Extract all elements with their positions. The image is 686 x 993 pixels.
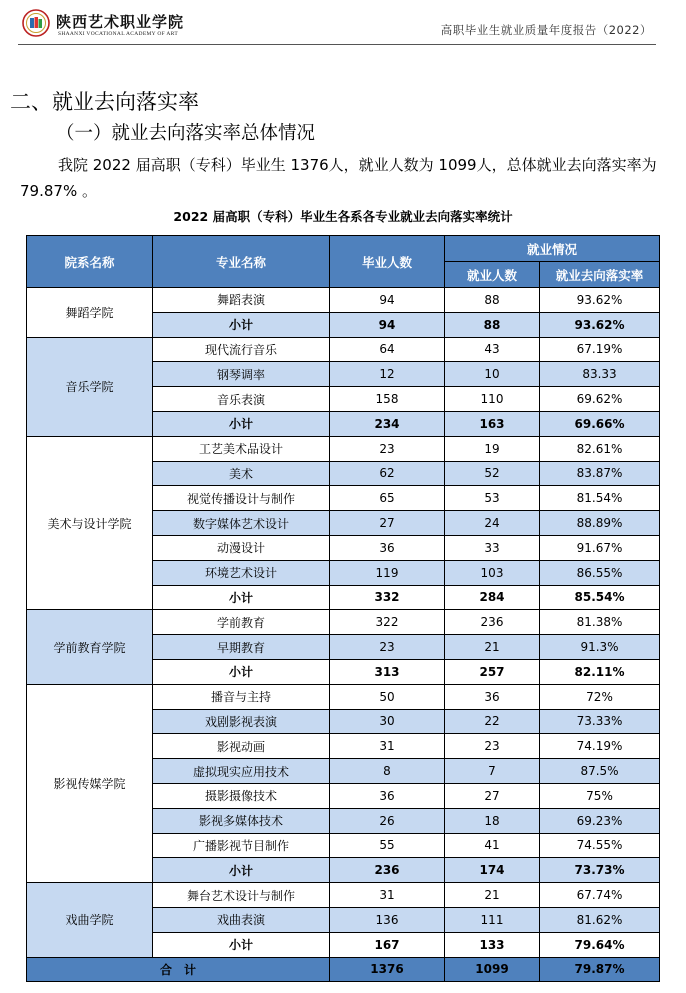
subtotal-rate: 93.62% xyxy=(540,312,660,337)
header-rate: 就业去向落实率 xyxy=(540,262,660,288)
major-name: 音乐表演 xyxy=(153,387,330,412)
subtotal-label: 小计 xyxy=(153,858,330,883)
grads-count: 8 xyxy=(330,759,445,784)
employment-table xyxy=(26,235,660,982)
subtotal-label: 小计 xyxy=(153,411,330,436)
employment-rate: 72% xyxy=(540,684,660,709)
employment-rate: 82.61% xyxy=(540,436,660,461)
major-name: 戏剧影视表演 xyxy=(153,709,330,734)
header-major: 专业名称 xyxy=(153,236,330,288)
employment-rate: 93.62% xyxy=(540,288,660,313)
employed-count: 41 xyxy=(445,833,540,858)
employed-count: 103 xyxy=(445,560,540,585)
major-name: 舞台艺术设计与制作 xyxy=(153,883,330,908)
subtotal-rate: 73.73% xyxy=(540,858,660,883)
employed-count: 10 xyxy=(445,362,540,387)
employed-count: 110 xyxy=(445,387,540,412)
employment-rate: 83.33 xyxy=(540,362,660,387)
total-rate: 79.87% xyxy=(540,957,660,982)
grads-count: 62 xyxy=(330,461,445,486)
grads-count: 158 xyxy=(330,387,445,412)
major-name: 广播影视节目制作 xyxy=(153,833,330,858)
employment-rate: 75% xyxy=(540,783,660,808)
grads-count: 12 xyxy=(330,362,445,387)
table-caption: 2022 届高职（专科）毕业生各系各专业就业去向落实率统计 xyxy=(173,209,513,224)
grads-count: 36 xyxy=(330,535,445,560)
table-row xyxy=(27,883,660,908)
employment-rate: 69.23% xyxy=(540,808,660,833)
total-row xyxy=(27,957,660,982)
major-name: 工艺美术品设计 xyxy=(153,436,330,461)
employment-rate: 81.38% xyxy=(540,610,660,635)
grads-count: 119 xyxy=(330,560,445,585)
subtotal-rate: 69.66% xyxy=(540,411,660,436)
major-name: 美术 xyxy=(153,461,330,486)
major-name: 数字媒体艺术设计 xyxy=(153,511,330,536)
subtotal-grads: 236 xyxy=(330,858,445,883)
major-name: 播音与主持 xyxy=(153,684,330,709)
header-grads: 毕业人数 xyxy=(330,236,445,288)
school-name-cn: 陕西艺术职业学院 xyxy=(56,13,185,31)
major-name: 戏曲表演 xyxy=(153,907,330,932)
employed-count: 53 xyxy=(445,486,540,511)
grads-count: 55 xyxy=(330,833,445,858)
major-name: 影视多媒体技术 xyxy=(153,808,330,833)
table-row xyxy=(27,684,660,709)
header-employed: 就业人数 xyxy=(445,262,540,288)
employment-rate: 81.62% xyxy=(540,907,660,932)
major-name: 早期教育 xyxy=(153,635,330,660)
subtotal-rate: 85.54% xyxy=(540,585,660,610)
major-name: 动漫设计 xyxy=(153,535,330,560)
employment-rate: 88.89% xyxy=(540,511,660,536)
subtotal-employed: 163 xyxy=(445,411,540,436)
table-row xyxy=(27,436,660,461)
major-name: 影视动画 xyxy=(153,734,330,759)
table-row xyxy=(27,337,660,362)
subtotal-label: 小计 xyxy=(153,585,330,610)
page-header xyxy=(0,0,686,46)
grads-count: 136 xyxy=(330,907,445,932)
employed-count: 24 xyxy=(445,511,540,536)
grads-count: 64 xyxy=(330,337,445,362)
employment-rate: 73.33% xyxy=(540,709,660,734)
total-label: 合 计 xyxy=(27,957,330,982)
total-employed: 1099 xyxy=(445,957,540,982)
subtotal-employed: 284 xyxy=(445,585,540,610)
employment-rate: 86.55% xyxy=(540,560,660,585)
subtotal-label: 小计 xyxy=(153,659,330,684)
employment-rate: 69.62% xyxy=(540,387,660,412)
employment-rate: 74.19% xyxy=(540,734,660,759)
major-name: 虚拟现实应用技术 xyxy=(153,759,330,784)
subtotal-label: 小计 xyxy=(153,932,330,957)
employed-count: 33 xyxy=(445,535,540,560)
employed-count: 23 xyxy=(445,734,540,759)
subtotal-grads: 94 xyxy=(330,312,445,337)
employed-count: 52 xyxy=(445,461,540,486)
grads-count: 31 xyxy=(330,883,445,908)
grads-count: 26 xyxy=(330,808,445,833)
major-name: 舞蹈表演 xyxy=(153,288,330,313)
subtotal-grads: 167 xyxy=(330,932,445,957)
school-logo-icon xyxy=(22,9,50,37)
subtotal-employed: 88 xyxy=(445,312,540,337)
grads-count: 94 xyxy=(330,288,445,313)
dept-name: 美术与设计学院 xyxy=(27,436,153,610)
employment-rate: 67.74% xyxy=(540,883,660,908)
employed-count: 22 xyxy=(445,709,540,734)
employed-count: 27 xyxy=(445,783,540,808)
grads-count: 36 xyxy=(330,783,445,808)
table-row xyxy=(27,610,660,635)
employed-count: 236 xyxy=(445,610,540,635)
employed-count: 21 xyxy=(445,635,540,660)
table-row xyxy=(27,288,660,313)
employed-count: 18 xyxy=(445,808,540,833)
grads-count: 23 xyxy=(330,436,445,461)
major-name: 现代流行音乐 xyxy=(153,337,330,362)
grads-count: 322 xyxy=(330,610,445,635)
dept-name: 戏曲学院 xyxy=(27,883,153,957)
employed-count: 19 xyxy=(445,436,540,461)
employment-rate: 91.3% xyxy=(540,635,660,660)
subtotal-employed: 133 xyxy=(445,932,540,957)
header-divider xyxy=(18,44,656,45)
subsection-title: （一）就业去向落实率总体情况 xyxy=(56,123,316,144)
dept-name: 舞蹈学院 xyxy=(27,288,153,338)
grads-count: 65 xyxy=(330,486,445,511)
grads-count: 27 xyxy=(330,511,445,536)
major-name: 学前教育 xyxy=(153,610,330,635)
grads-count: 30 xyxy=(330,709,445,734)
employment-rate: 67.19% xyxy=(540,337,660,362)
major-name: 环境艺术设计 xyxy=(153,560,330,585)
grads-count: 31 xyxy=(330,734,445,759)
subtotal-grads: 313 xyxy=(330,659,445,684)
summary-paragraph: 我院 2022 届高职（专科）毕业生 1376人，就业人数为 1099人，总体就业去向落实率为79.87% 。 xyxy=(20,156,657,200)
header-employment: 就业情况 xyxy=(445,236,660,262)
major-name: 摄影摄像技术 xyxy=(153,783,330,808)
dept-name: 学前教育学院 xyxy=(27,610,153,684)
employment-rate: 87.5% xyxy=(540,759,660,784)
employment-rate: 83.87% xyxy=(540,461,660,486)
major-name: 钢琴调率 xyxy=(153,362,330,387)
employment-rate: 74.55% xyxy=(540,833,660,858)
subtotal-rate: 79.64% xyxy=(540,932,660,957)
section-title: 二、就业去向落实率 xyxy=(10,90,199,114)
dept-name: 影视传媒学院 xyxy=(27,684,153,882)
employment-rate: 81.54% xyxy=(540,486,660,511)
subtotal-label: 小计 xyxy=(153,312,330,337)
employed-count: 111 xyxy=(445,907,540,932)
grads-count: 23 xyxy=(330,635,445,660)
total-grads: 1376 xyxy=(330,957,445,982)
dept-name: 音乐学院 xyxy=(27,337,153,436)
employed-count: 21 xyxy=(445,883,540,908)
report-title: 高职毕业生就业质量年度报告（2022） xyxy=(440,23,652,37)
employment-rate: 91.67% xyxy=(540,535,660,560)
grads-count: 50 xyxy=(330,684,445,709)
subtotal-rate: 82.11% xyxy=(540,659,660,684)
school-name-en: SHAANXI VOCATIONAL ACADEMY OF ART xyxy=(58,31,178,37)
employed-count: 43 xyxy=(445,337,540,362)
employed-count: 7 xyxy=(445,759,540,784)
major-name: 视觉传播设计与制作 xyxy=(153,486,330,511)
subtotal-employed: 174 xyxy=(445,858,540,883)
subtotal-employed: 257 xyxy=(445,659,540,684)
table-body xyxy=(27,288,660,982)
header-dept: 院系名称 xyxy=(27,236,153,288)
employed-count: 36 xyxy=(445,684,540,709)
subtotal-grads: 332 xyxy=(330,585,445,610)
subtotal-grads: 234 xyxy=(330,411,445,436)
employed-count: 88 xyxy=(445,288,540,313)
